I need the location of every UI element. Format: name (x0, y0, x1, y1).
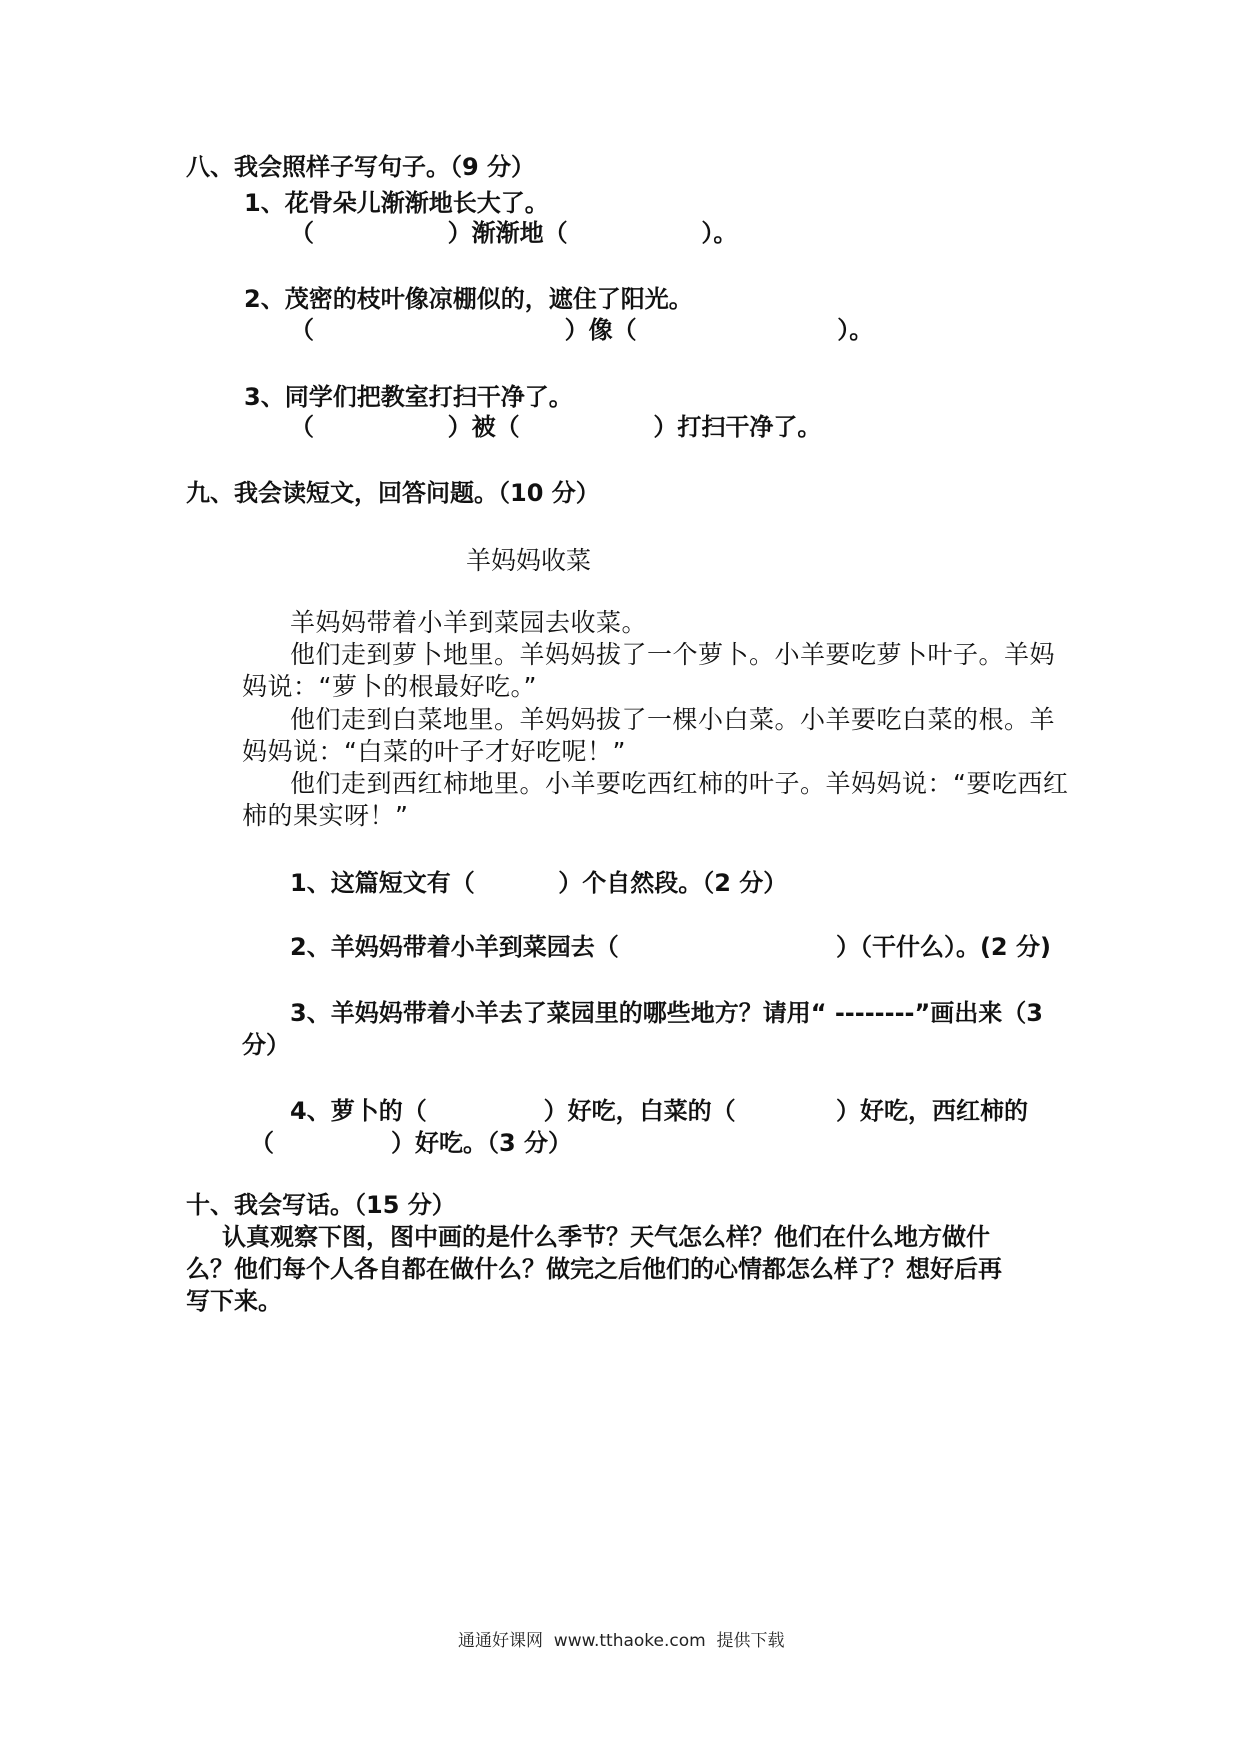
section-9-q1: 1、这篇短文有（ ）个自然段。（2 分） (290, 869, 788, 897)
story-line: 羊妈妈带着小羊到菜园去收菜。 (290, 608, 648, 637)
story-line: 他们走到西红柿地里。小羊要吃西红柿的叶子。羊妈妈说：“要吃西红 (290, 769, 1069, 798)
story-line: 他们走到萝卜地里。羊妈妈拔了一个萝卜。小羊要吃萝卜叶子。羊妈 (290, 640, 1056, 669)
section-8-q1-prompt: 1、花骨朵儿渐渐地长大了。 (244, 189, 549, 217)
section-8-q3-prompt: 3、同学们把教室打扫干净了。 (244, 383, 573, 411)
section-9-q4-line2: （ ）好吃。（3 分） (250, 1129, 573, 1157)
section-9-q2: 2、羊妈妈带着小羊到菜园去（ ）（干什么）。(2 分) (290, 933, 1051, 961)
section-10-line: 么？他们每个人各自都在做什么？做完之后他们的心情都怎么样了？想好后再 (186, 1255, 1002, 1283)
section-9-q3-line2: 分） (242, 1031, 290, 1059)
section-9-q3-line1: 3、羊妈妈带着小羊去了菜园里的哪些地方？请用“ --------”画出来（3 (290, 999, 1043, 1027)
section-8-q3-answer: （ ）被（ ）打扫干净了。 (290, 413, 822, 441)
section-8-q1-answer: （ ）渐渐地（ ）。 (290, 219, 738, 247)
section-10-heading: 十、我会写话。（15 分） (186, 1191, 456, 1219)
page-footer: 通通好课网 www.tthaoke.com 提供下载 (458, 1631, 785, 1651)
section-10-line: 写下来。 (186, 1287, 282, 1315)
story-title: 羊妈妈收菜 (466, 546, 592, 575)
section-8-q2-answer: （ ）像（ ）。 (290, 316, 874, 344)
story-line: 妈说：“萝卜的根最好吃。” (242, 672, 537, 701)
section-10-line: 认真观察下图，图中画的是什么季节？天气怎么样？他们在什么地方做什 (222, 1223, 990, 1251)
story-line: 他们走到白菜地里。羊妈妈拔了一棵小白菜。小羊要吃白菜的根。羊 (290, 705, 1056, 734)
section-9-q4-line1: 4、萝卜的（ ）好吃，白菜的（ ）好吃，西红柿的 (290, 1097, 1028, 1125)
story-line: 妈妈说：“白菜的叶子才好吃呢！” (242, 737, 626, 766)
story-line: 柿的果实呀！” (242, 801, 409, 830)
section-8-heading: 八、我会照样子写句子。（9 分） (186, 153, 536, 181)
section-9-heading: 九、我会读短文，回答问题。（10 分） (186, 479, 600, 507)
section-8-q2-prompt: 2、茂密的枝叶像凉棚似的，遮住了阳光。 (244, 285, 693, 313)
